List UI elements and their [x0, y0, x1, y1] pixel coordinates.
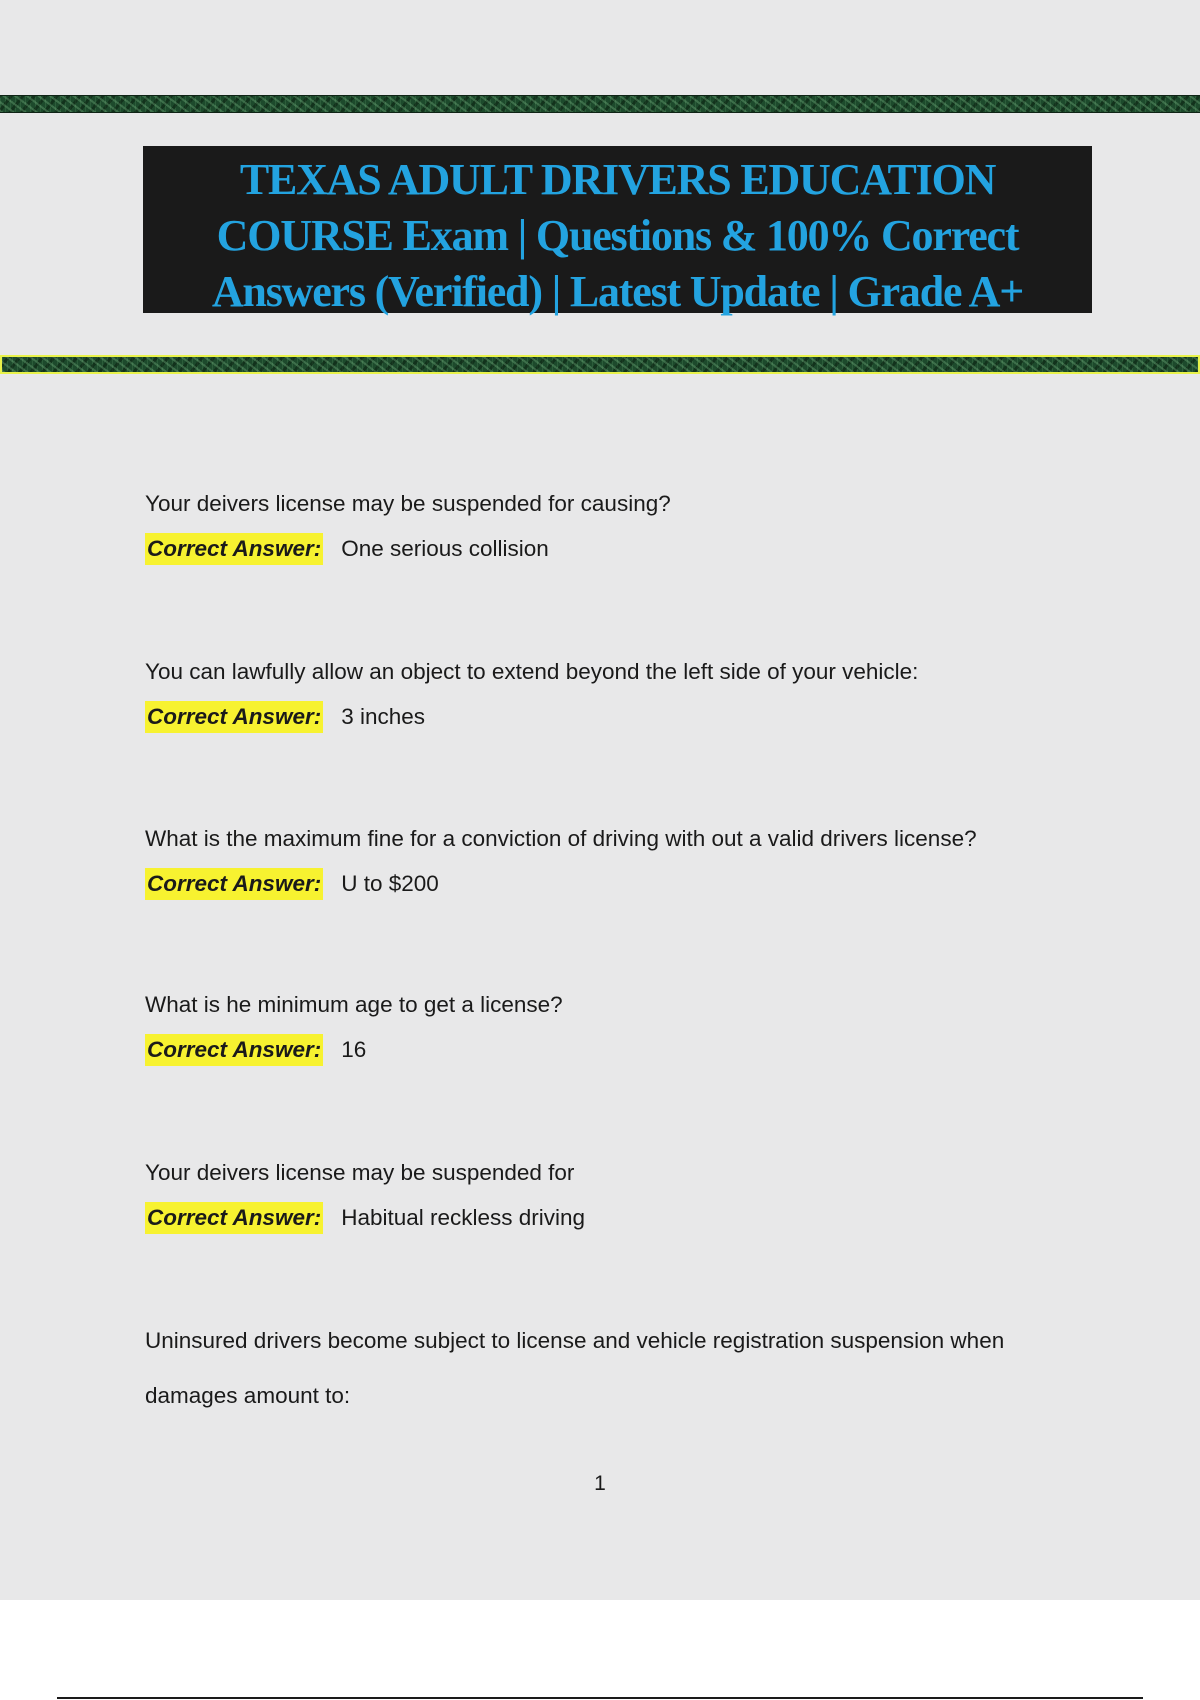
page-number: 1 [594, 1472, 606, 1495]
answer-text: 16 [341, 1037, 367, 1062]
correct-answer-label: Correct Answer: [145, 1202, 323, 1234]
title-banner [143, 146, 1092, 316]
decorative-band-bottom [0, 355, 1200, 374]
qa-item [145, 476, 1085, 567]
answer-row [145, 531, 1085, 567]
correct-answer-label: Correct Answer: [145, 868, 323, 900]
question-text: You can lawfully allow an object to extend beyond the left side of your vehicle: [145, 659, 919, 684]
question-text: What is the maximum fine for a conviction of driving with out a valid drivers license? [145, 826, 977, 851]
question-text: Your deivers license may be suspended for [145, 1160, 575, 1185]
correct-answer-label: Correct Answer: [145, 1034, 323, 1066]
answer-text: 3 inches [341, 704, 426, 729]
answer-row [145, 1200, 1085, 1236]
next-page-rule [57, 1697, 1143, 1699]
qa-item [145, 977, 1085, 1068]
question-text: Your deivers license may be suspended for causing? [145, 491, 671, 516]
correct-answer-label: Correct Answer: [145, 701, 323, 733]
qa-item [145, 1313, 1085, 1423]
question-text: Uninsured drivers become subject to license and vehicle registration suspension when damages amount to: [145, 1328, 1005, 1408]
document-title: TEXAS ADULT DRIVERS EDUCATION COURSE Exam | Questions & 100% Correct Answers (Verified) | Latest Update | Grade A+ [211, 155, 1024, 316]
answer-row [145, 866, 1085, 902]
qa-item [145, 644, 1085, 735]
qa-item [145, 1145, 1085, 1236]
answer-text: U to $200 [341, 871, 439, 896]
decorative-band-top [0, 95, 1200, 113]
answer-row [145, 699, 1085, 735]
correct-answer-label: Correct Answer: [145, 533, 323, 565]
answer-text: Habitual reckless driving [341, 1205, 586, 1230]
question-text: What is he minimum age to get a license? [145, 992, 563, 1017]
answer-text: One serious collision [341, 536, 549, 561]
answer-row [145, 1032, 1085, 1068]
qa-item [145, 811, 1085, 902]
